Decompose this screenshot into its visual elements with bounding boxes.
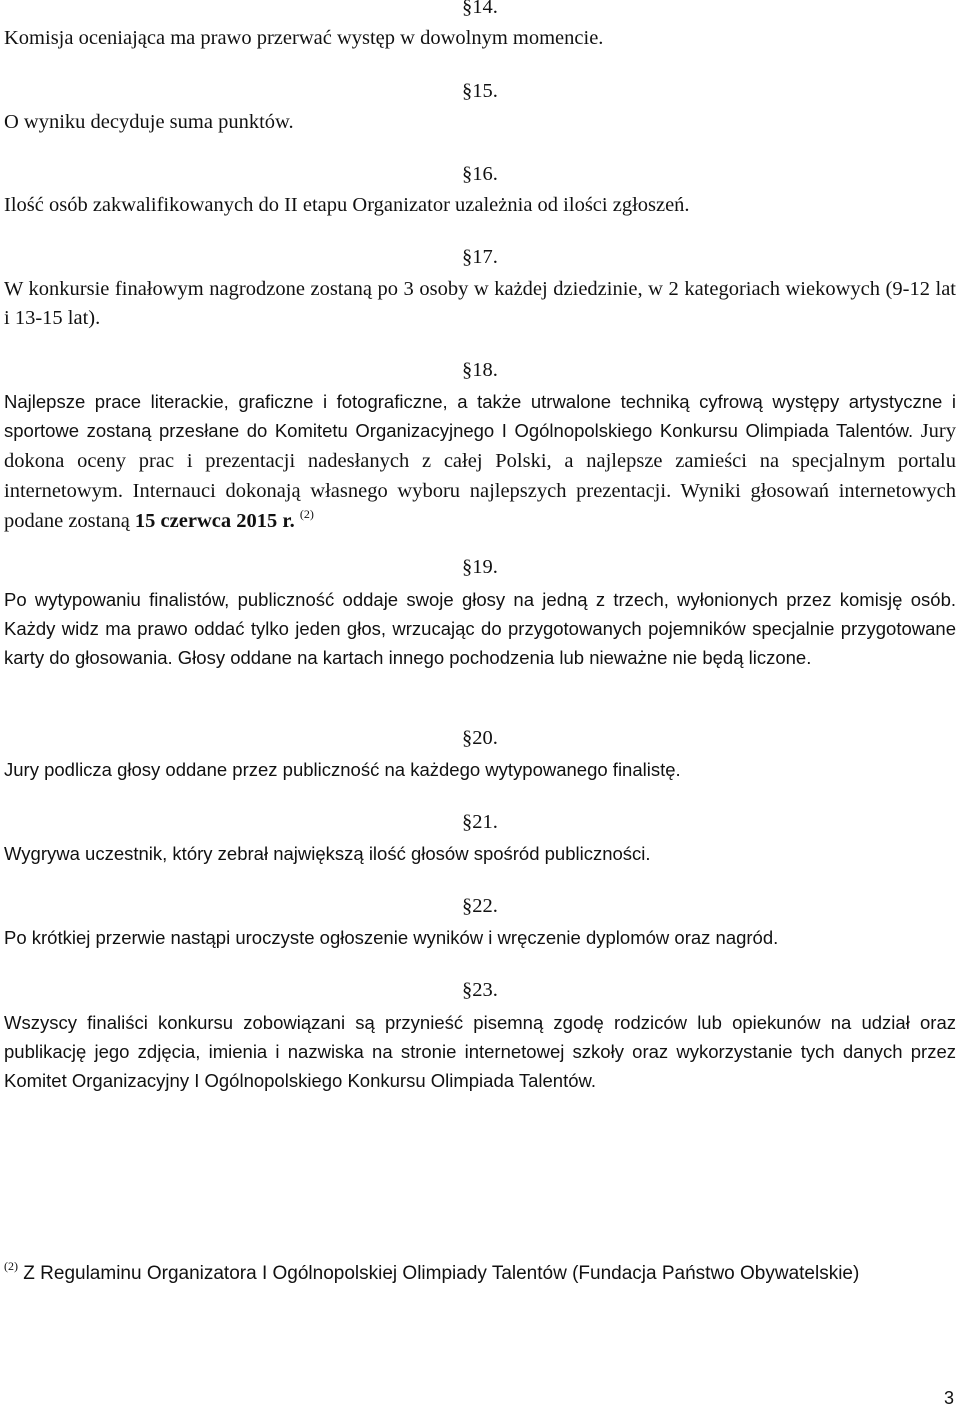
date-highlight: 15 czerwca 2015 r. (134, 510, 295, 532)
paragraph: O wyniku decyduje suma punktów. (4, 111, 294, 133)
paragraph: W konkursie finałowym nagrodzone zostaną po 3 osoby w każdej dziedzinie, w 2 kategoriach wiekowych (9-12 lat i 13-15 lat). (4, 278, 956, 329)
footnote-text: Z Regulaminu Organizatora I Ogólnopolskiej Olimpiady Talentów (Fundacja Państwo Obywatelskie) (23, 1263, 860, 1284)
page-number: 3 (943, 1388, 954, 1408)
section-number: §14. (462, 0, 498, 18)
section-number: §18. (462, 359, 498, 381)
footnote-mark: (2) (4, 1259, 18, 1273)
section-number: §19. (462, 556, 498, 578)
paragraph: Po wytypowaniu finalistów, publiczność oddaje swoje głosy na jedną z trzech, wyłonionych przez komisję osób. Każdy widz ma prawo oddać tylko jeden głos, wrzucając do przygotowanych pojemników specjalnie przygotowane karty do głosowania. Głosy oddane na kartach innego pochodzenia lub nieważne nie będą liczone. (4, 589, 956, 668)
section-number: §16. (462, 163, 498, 185)
section-number: §20. (462, 727, 498, 749)
paragraph: Jury podlicza głosy oddane przez publiczność na każdego wytypowanego finalistę. (4, 759, 681, 780)
section-number: §15. (462, 80, 498, 102)
paragraph-part: Jury dokona oceny prac i prezentacji nadesłanych z całej Polski, a najlepsze zamieści na specjalnym portalu internetowym. Internauci dokonają własnego wyboru najlepszych prezentacji. Wyniki głosowań internetowych podane zostaną (4, 420, 956, 532)
footnote (4, 1258, 956, 1290)
paragraph-part: Najlepsze prace literackie, graficzne i fotograficzne, a także utrwalone techniką cyfrową występy artystyczne i sportowe zostaną przesłane do Komitetu Organizacyjnego I Ogólnopolskiego Konkursu Olimpiada Talentów. (4, 391, 956, 441)
section-number: §17. (462, 246, 498, 268)
paragraph: Komisja oceniająca ma prawo przerwać występ w dowolnym momencie. (4, 27, 604, 49)
paragraph: Po krótkiej przerwie nastąpi uroczyste ogłoszenie wyników i wręczenie dyplomów oraz nagród. (4, 927, 779, 948)
section-number: §22. (462, 895, 498, 917)
section-number: §21. (462, 811, 498, 833)
section-number: §23. (462, 979, 498, 1001)
footnote-ref[interactable]: (2) (299, 507, 314, 521)
paragraph: Wszyscy finaliści konkursu zobowiązani są przynieść pisemną zgodę rodziców lub opiekunów na udział oraz publikację jego zdjęcia, imienia i nazwiska na stronie internetowej szkoły oraz wykorzystanie tych danych przez Komitet Organizacyjny I Ogólnopolskiego Konkursu Olimpiada Talentów. (4, 1012, 956, 1091)
paragraph: Ilość osób zakwalifikowanych do II etapu Organizator uzależnia od ilości zgłoszeń. (4, 194, 690, 216)
paragraph: Wygrywa uczestnik, który zebrał największą ilość głosów spośród publiczności. (4, 843, 651, 864)
paragraph (4, 387, 956, 536)
